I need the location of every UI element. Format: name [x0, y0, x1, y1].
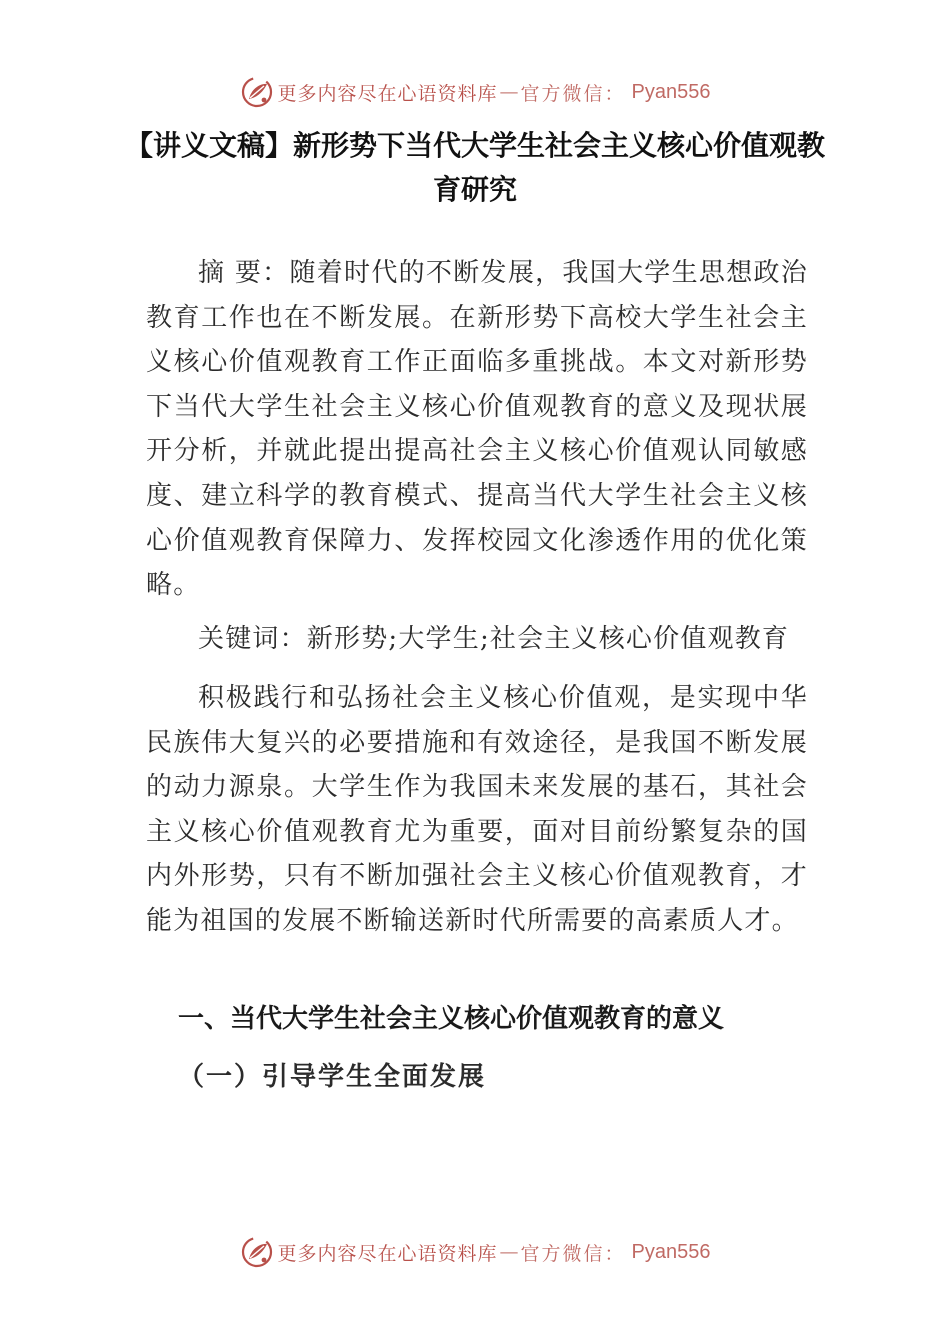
banner-text: 更多内容尽在心语资料库: [277, 1242, 498, 1265]
banner-text: 更多内容尽在心语资料库: [277, 82, 498, 105]
footer-banner: [0, 1232, 950, 1272]
banner-wechat-id: Pyan556: [631, 80, 711, 103]
banner-wechat-id: Pyan556: [631, 1240, 711, 1263]
library-logo-icon: [240, 75, 274, 109]
banner-separator: —: [499, 1241, 519, 1263]
section-heading: 一、当代大学生社会主义核心价值观教育的意义: [178, 1004, 725, 1034]
banner-wechat-label: 官方微信：: [520, 1242, 626, 1265]
abstract-paragraph: 摘 要：随着时代的不断发展，我国大学生思想政治教育工作也在不断发展。在新形势下高校大学生社会主义核心价值观教育工作正面临多重挑战。本文对新形势下当代大学生社会主义核心价值观教育的意义及现状展开分析，并就此提出提高社会主义核心价值观认同敏感度、建立科学的教育模式、提高当代大学生社会主义核心价值观教育保障力、发挥校园文化渗透作用的优化策略。: [146, 258, 808, 601]
banner-separator: —: [499, 81, 519, 103]
intro-paragraph: 积极践行和弘扬社会主义核心价值观，是实现中华民族伟大复兴的必要措施和有效途径，是我国不断发展的动力源泉。大学生作为我国未来发展的基石，其社会主义核心价值观教育尤为重要，面对目前纷繁复杂的国内外形势，只有不断加强社会主义核心价值观教育，才能为祖国的发展不断输送新时代所需要的高素质人才。: [146, 683, 808, 936]
banner-wechat-label: 官方微信：: [520, 82, 626, 105]
header-banner: [0, 72, 950, 112]
document-title: 【讲义文稿】新形势下当代大学生社会主义核心价值观教育研究: [124, 129, 825, 206]
keywords-paragraph: 关键词：新形势;大学生;社会主义核心价值观教育: [198, 624, 790, 654]
library-logo-icon: [240, 1235, 274, 1269]
subsection-heading: （一）引导学生全面发展: [178, 1062, 487, 1092]
